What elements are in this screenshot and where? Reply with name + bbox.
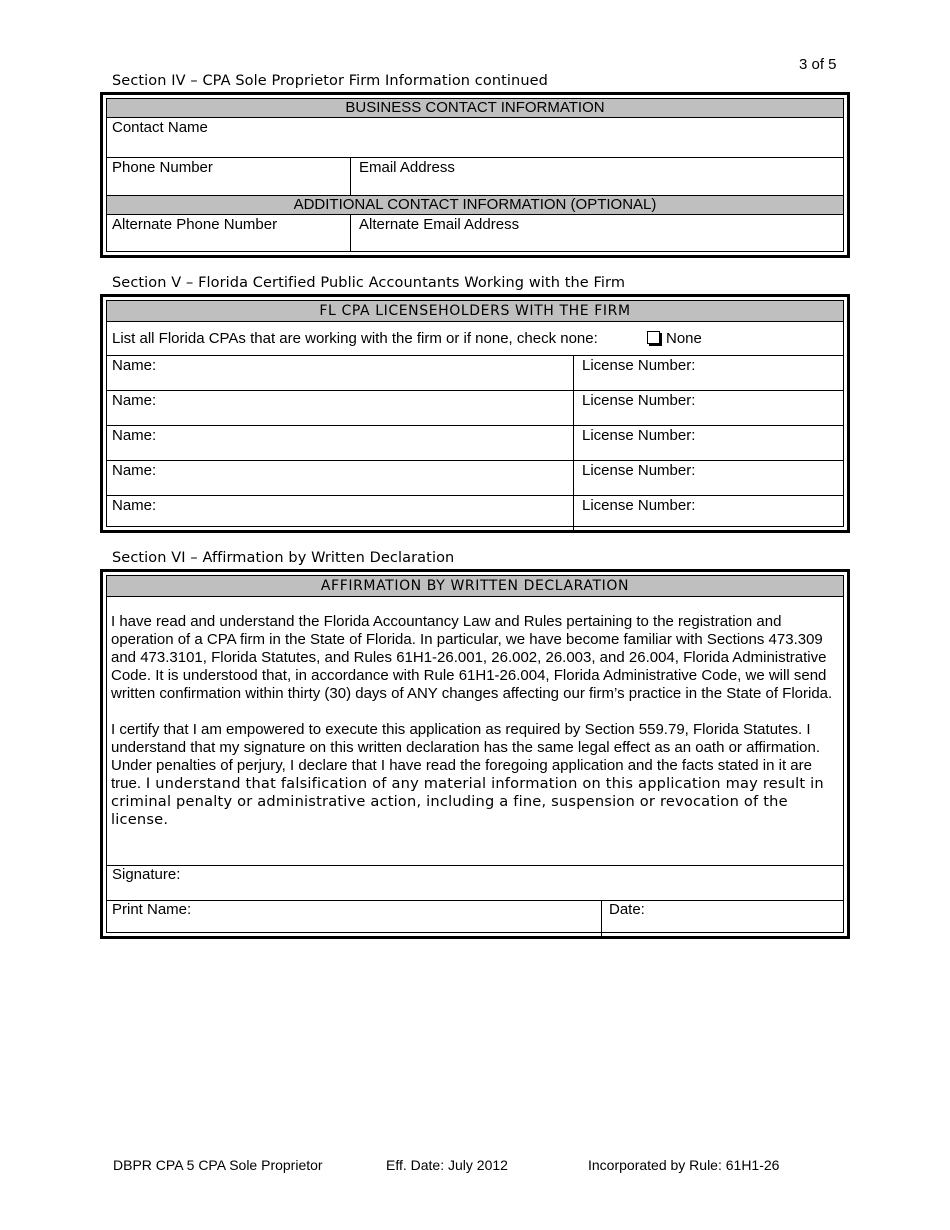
footer-form-id: DBPR CPA 5 CPA Sole Proprietor [113, 1157, 323, 1173]
affirmation-paragraph-1: I have read and understand the Florida Accountancy Law and Rules pertaining to the registration and operation of a CPA firm in the State of Florida. In particular, we have become familiar with Sections 473.309 and 473.3101, Florida Statutes, and Rules 61H1-26.001, 26.002, 26.003, and 26.004, Florida Administrative Code. It is understood that, in accordance with Rule 61H1-26.004, Florida Administrative Code, we will send written confirmation within thirty (30) days of ANY changes affecting our firm’s practice in the State of Florida. [111, 613, 833, 702]
cpa-row [107, 356, 843, 391]
cpa-row [107, 426, 843, 461]
cpa-name-field[interactable]: Name: [112, 497, 157, 514]
cpa-licenseholders-box [100, 294, 850, 533]
cpa-licenseholders-header: FL CPA LICENSEHOLDERS WITH THE FIRM [107, 301, 843, 322]
contact-name-field[interactable]: Contact Name [112, 119, 208, 136]
cpa-license-field[interactable]: License Number: [573, 461, 843, 495]
section-iv-title: Section IV – CPA Sole Proprietor Firm Information continued [112, 73, 548, 89]
none-checkbox[interactable] [647, 331, 660, 344]
cpa-row [107, 391, 843, 426]
print-name-date-row [107, 901, 843, 936]
alternate-email-field[interactable]: Alternate Email Address [350, 215, 843, 251]
contact-name-row [107, 118, 843, 158]
page-number: 3 of 5 [799, 56, 837, 73]
affirmation-paragraph-2b: I understand that falsification of any material information on this application may result in criminal penalty or administrative action, including a fine, suspension or revocation of the license. [111, 775, 824, 828]
footer-rule: Incorporated by Rule: 61H1-26 [588, 1157, 780, 1173]
affirmation-text-row [107, 597, 843, 866]
none-checkbox-group[interactable] [642, 329, 843, 348]
email-address-field[interactable]: Email Address [350, 158, 843, 195]
affirmation-header: AFFIRMATION BY WRITTEN DECLARATION [107, 576, 843, 597]
cpa-license-field[interactable]: License Number: [573, 426, 843, 460]
cpa-row [107, 461, 843, 496]
date-field[interactable]: Date: [601, 901, 843, 936]
business-contact-header: BUSINESS CONTACT INFORMATION [107, 99, 843, 118]
cpa-name-field[interactable]: Name: [112, 462, 157, 479]
affirmation-box [100, 569, 850, 939]
none-label: None [666, 330, 702, 347]
instruction-row [107, 322, 843, 356]
cpa-name-field[interactable]: Name: [112, 357, 157, 374]
cpa-license-field[interactable]: License Number: [573, 496, 843, 530]
phone-email-row [107, 158, 843, 196]
affirmation-paragraph-2a: I certify that I am empowered to execute this application as required by Section 559.79, Florida Statutes. I understand that my signature on this written declaration has the same legal effect as an oath or affirmation. Under penalties of perjury, I declare that I have read the foregoing application and the facts stated in it are true. [111, 721, 821, 792]
alternate-contact-row [107, 215, 843, 251]
affirmation-paragraph-2 [111, 721, 839, 829]
cpa-license-field[interactable]: License Number: [573, 356, 843, 390]
section-vi-title: Section VI – Affirmation by Written Declaration [112, 550, 455, 566]
cpa-license-field[interactable]: License Number: [573, 391, 843, 425]
cpa-name-field[interactable]: Name: [112, 392, 157, 409]
print-name-field[interactable]: Print Name: [112, 901, 192, 918]
business-contact-box [100, 92, 850, 258]
instruction-text: List all Florida CPAs that are working with the firm or if none, check none: [112, 330, 598, 347]
alternate-phone-field[interactable]: Alternate Phone Number [112, 216, 278, 233]
cpa-row [107, 496, 843, 530]
phone-number-field[interactable]: Phone Number [112, 159, 213, 176]
footer-eff-date: Eff. Date: July 2012 [386, 1157, 508, 1173]
additional-contact-header: ADDITIONAL CONTACT INFORMATION (OPTIONAL) [107, 196, 843, 215]
cpa-name-field[interactable]: Name: [112, 427, 157, 444]
cpa-rows [107, 356, 843, 530]
signature-row [107, 866, 843, 901]
signature-field[interactable]: Signature: [112, 866, 181, 883]
section-v-title: Section V – Florida Certified Public Accountants Working with the Firm [112, 275, 626, 291]
